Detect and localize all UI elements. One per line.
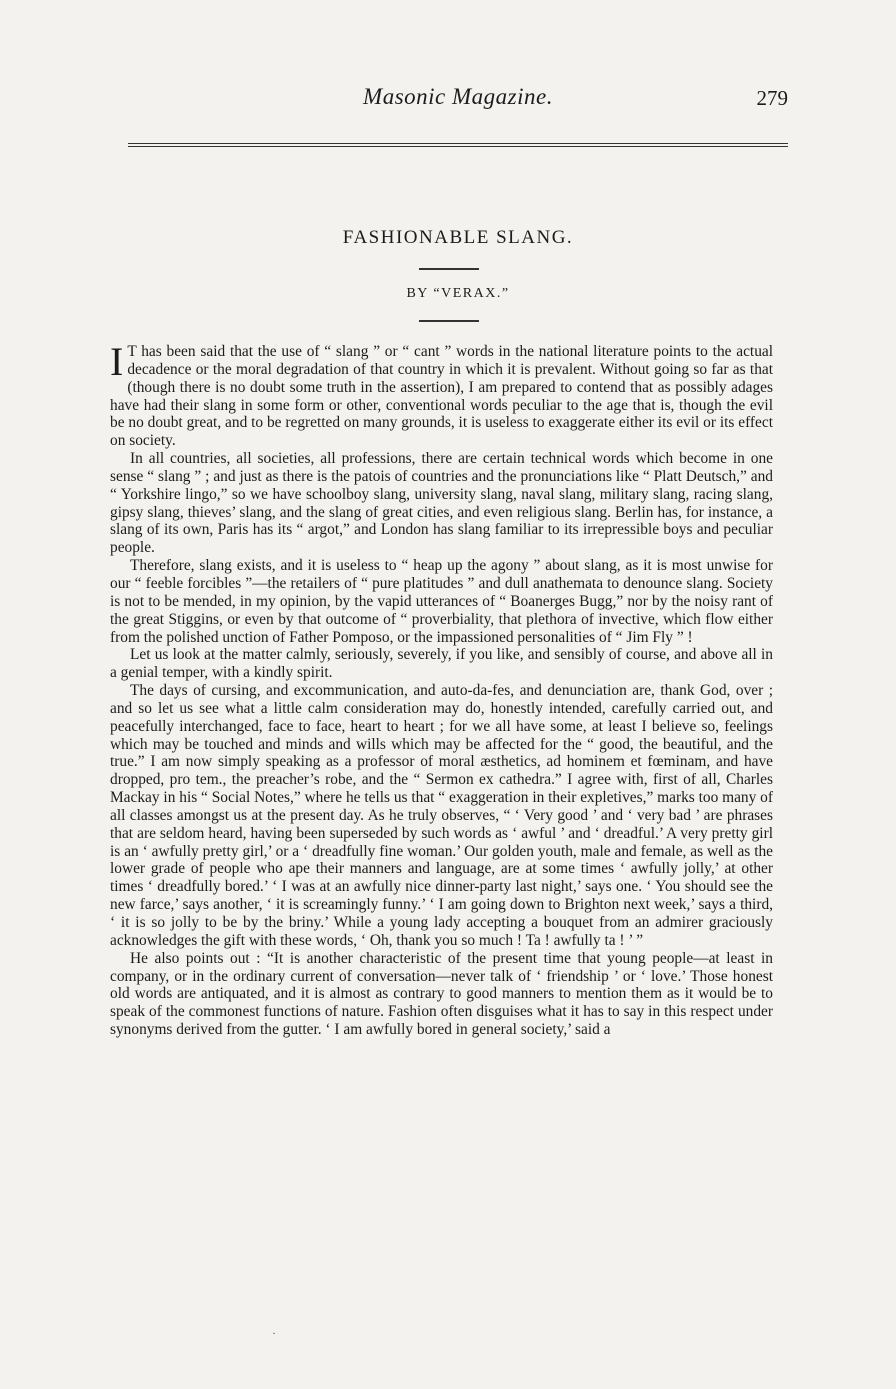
- header-rule: [128, 143, 788, 147]
- paragraph: Therefore, slang exists, and it is useless to “ heap up the agony ” about slang, as it is most unwise for our “ feeble forcibles ”—the retailers of “ pure platitudes ” and dull anathemata to denounce slang. Society is not to be mended, in my opinion, by the vapid utterances of “ Boanerges Bugg,” nor by the noisy rant of the great Stiggins, or even by that outcome of “ proverbiality, that plethora of invective, which flow either from the polished unction of Father Pomposo, or the impassioned personalities of “ Jim Fly ” !: [110, 557, 773, 646]
- byline-rule: [419, 320, 479, 322]
- paragraph-text: T has been said that the use of “ slang ” or “ cant ” words in the national literature points to the actual decadence or the moral degradation of that country in which it is prevalent. Without going so far as that (though there is no doubt some truth in the assertion), I am prepared to contend that as possibly adages have had their slang in some form or other, conventional words peculiar to the age that is, though the evil be no doubt great, and to be regretted on many grounds, it is useless to exaggerate either its evil or its effect on society.: [110, 343, 773, 450]
- page-number: 279: [756, 86, 788, 110]
- printer-mark: ·: [272, 1326, 276, 1340]
- paragraph: The days of cursing, and excommunication, and auto-da-fes, and denunciation are, thank God, over ; and so let us see what a little calm consideration may do, honestly intended, carefully carried out, and peacefully interchanged, face to face, heart to heart ; for we all have some, at least I believe so, feelings which may be touched and minds and wills which may be affected for the “ good, the beautiful, and the true.” I am now simply speaking as a professor of moral æsthetics, ad hominem et fœminam, and have dropped, pro tem., the preacher’s robe, and the “ Sermon ex cathedra.” I agree with, first of all, Charles Mackay in his “ Social Notes,” where he tells us that “ exaggeration in their expletives,” marks too many of all classes amongst us at the present day. As he truly observes, “ ‘ Very good ’ and ‘ very bad ’ are phrases that are seldom heard, having been superseded by such words as ‘ awful ’ and ‘ dreadful.’ A very pretty girl is an ‘ awfully pretty girl,’ or a ‘ dreadfully fine woman.’ Our golden youth, male and female, as well as the lower grade of people who ape their manners and language, are at some times ‘ awfully jolly,’ at other times ‘ dreadfully bored.’ ‘ I was at an awfully nice dinner-party last night,’ says one. ‘ You should see the new farce,’ says another, ‘ it is screamingly funny.’ ‘ I am going down to Brighton next week,’ says a third, ‘ it is so jolly to be by the briny.’ While a young lady accepting a bouquet from an admirer graciously acknowledges the gift with these words, ‘ Oh, thank you so much ! Ta ! awfully ta ! ’ ”: [110, 682, 773, 949]
- article-byline: BY “VERAX.”: [406, 286, 510, 301]
- article-body: [110, 339, 773, 1039]
- running-title: Masonic Magazine.: [363, 84, 553, 109]
- paragraph: Let us look at the matter calmly, seriously, severely, if you like, and sensibly of course, and above all in a genial temper, with a kindly spirit.: [110, 646, 773, 682]
- drop-cap: I: [110, 339, 124, 384]
- paragraph: In all countries, all societies, all professions, there are certain technical words which become in one sense “ slang ” ; and just as there is the patois of countries and the pronunciations like “ Platt Deutsch,” and “ Yorkshire lingo,” so we have schoolboy slang, university slang, naval slang, military slang, racing slang, gipsy slang, thieves’ slang, and the slang of great cities, and even religious slang. Berlin has, for instance, a slang of its own, Paris has its “ argot,” and London has slang familiar to its irrepressible boys and peculiar people.: [110, 450, 773, 557]
- paragraph: [110, 339, 773, 450]
- paragraph: He also points out : “It is another characteristic of the present time that young people—at least in company, or in the ordinary current of conversation—never talk of ‘ friendship ’ or ‘ love.’ Those honest old words are antiquated, and it is almost as contrary to good manners to mention them as it would be to speak of the commonest functions of nature. Fashion often disguises what it has to say in this respect under synonyms derived from the gutter. ‘ I am awfully bored in general society,’ said a: [110, 949, 773, 1039]
- running-head: [128, 84, 788, 114]
- title-rule: [419, 268, 479, 270]
- article-title: FASHIONABLE SLANG.: [342, 227, 574, 248]
